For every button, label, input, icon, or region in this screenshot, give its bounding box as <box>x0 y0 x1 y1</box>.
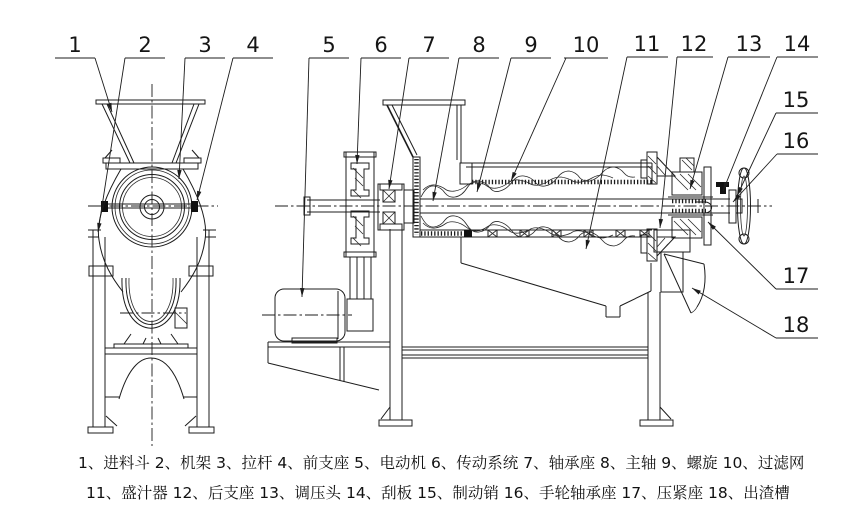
leader-7 <box>389 58 409 189</box>
discharge-chute <box>664 254 705 313</box>
callout-number-10: 10 <box>572 33 600 57</box>
callout-number-12: 12 <box>680 32 708 56</box>
front-legs <box>88 230 214 433</box>
callout-number-2: 2 <box>138 33 152 57</box>
front-foot-right <box>189 427 214 433</box>
leader-4 <box>197 58 233 200</box>
callout-number-9: 9 <box>524 33 538 57</box>
callout-number-3: 3 <box>198 33 212 57</box>
leader-6 <box>357 58 361 164</box>
leader-12 <box>660 57 677 228</box>
tie-rod-nut-right <box>191 201 198 212</box>
front-pedestal <box>105 334 197 399</box>
callout-number-8: 8 <box>472 33 486 57</box>
filter-screen-housing <box>420 163 652 237</box>
legend-line-2: 11、盛汁器 12、后支座 13、调压头 14、刮板 15、制动销 16、手轮轴承座 17、压紧座 18、出渣槽 <box>86 484 790 502</box>
callout-number-7: 7 <box>422 33 436 57</box>
leader-arrowhead <box>659 219 663 228</box>
drive-belt <box>350 257 371 299</box>
callout-number-5: 5 <box>322 33 336 57</box>
callout-number-15: 15 <box>782 88 810 112</box>
side-hopper <box>383 100 465 163</box>
callout-number-6: 6 <box>374 33 388 57</box>
front-foot-left <box>88 427 113 433</box>
leader-8 <box>433 58 459 201</box>
callout-number-13: 13 <box>735 32 763 56</box>
leader-arrowhead <box>692 288 701 294</box>
bearing-housing <box>378 184 414 230</box>
callout-number-18: 18 <box>782 313 810 337</box>
handwheel-bearing <box>729 190 736 223</box>
callout-number-11: 11 <box>633 32 661 56</box>
leader-13 <box>690 57 728 189</box>
leader-arrowhead <box>477 183 481 192</box>
leader-arrowhead <box>197 191 201 200</box>
screw-tip <box>695 202 712 213</box>
side-foot-right <box>640 420 673 426</box>
motor <box>275 289 373 343</box>
press-head <box>641 152 736 261</box>
leader-15 <box>737 113 776 196</box>
leader-9 <box>477 58 511 192</box>
leader-arrowhead <box>300 288 304 297</box>
leader-arrowhead <box>432 192 436 201</box>
motor-bracket <box>268 342 390 390</box>
front-view <box>88 84 218 446</box>
frame-arch <box>119 358 184 399</box>
legend <box>78 454 804 502</box>
pulley <box>344 152 376 257</box>
leader-arrowhead <box>586 240 590 249</box>
leader-11 <box>586 57 627 249</box>
callout-number-4: 4 <box>246 33 260 57</box>
leader-18 <box>692 288 776 338</box>
screw-and-shaft <box>420 167 713 246</box>
juice-collector <box>461 237 651 317</box>
callout-number-1: 1 <box>68 33 82 57</box>
hatch-lines <box>353 168 363 246</box>
rear-support <box>654 230 690 292</box>
leader-14 <box>723 57 777 191</box>
callout-number-17: 17 <box>782 264 810 288</box>
side-frame <box>379 229 673 426</box>
callout-number-16: 16 <box>782 129 810 153</box>
side-foot-left <box>379 420 412 426</box>
leader-5 <box>302 58 309 297</box>
front-hopper <box>96 100 205 163</box>
callout-number-14: 14 <box>783 32 811 56</box>
press-seat-block <box>672 217 702 238</box>
side-view <box>262 100 772 426</box>
legend-line-1: 1、进料斗 2、机架 3、拉杆 4、前支座 5、电动机 6、传动系统 7、轴承座 8、主轴 9、螺旋 10、过滤网 <box>78 454 805 472</box>
